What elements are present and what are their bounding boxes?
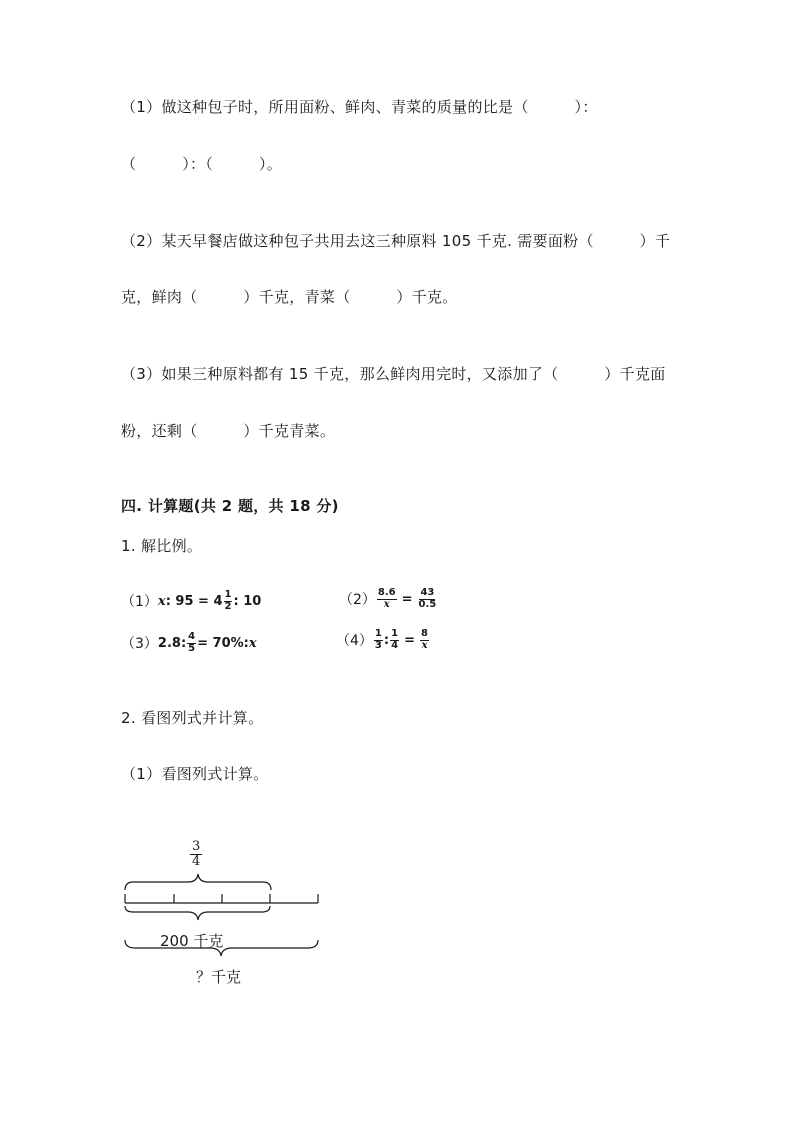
problem-1-title: 1. 解比例。 [121,537,203,555]
question-3-line-2: 粉，还剩（ ）千克青菜。 [121,422,336,440]
equation-3-part-a: 2.8: [157,635,187,651]
problem-2-subtitle: （1）看图列式计算。 [121,765,269,783]
fraction-numerator: 8.6 [377,587,396,598]
equation-2-fraction-right [418,588,438,610]
equation-4-fraction-2 [390,629,399,651]
equation-4-fraction-3 [420,629,429,651]
fraction-denominator: 2 [224,600,232,612]
diagram-fraction [190,840,202,870]
equation-1 [121,590,261,612]
fraction-denominator: 0.5 [418,598,437,610]
question-3-line-1: （3）如果三种原料都有 15 千克，那么鲜肉用完时，又添加了（ ）千克面 [121,365,666,383]
problem-2-title: 2. 看图列式并计算。 [121,709,264,727]
equation-4-equals: = [404,632,415,648]
fraction-denominator: 4 [391,639,399,651]
equation-4-colon: : [383,632,390,648]
equation-1-label: （1） [121,594,158,610]
equation-1-variable: x [157,593,166,609]
fraction-numerator: 1 [391,628,399,639]
fraction-numerator: 1 [224,589,232,600]
equation-2-label: （2） [339,592,376,608]
equation-1-part-b: : 95 = 4 [165,593,223,609]
equation-1-fraction [224,590,233,612]
middle-brace [125,906,270,920]
fraction-numerator: 8 [420,628,428,639]
fraction-numerator: 1 [374,628,382,639]
equation-3 [121,632,257,654]
fraction-numerator: 43 [420,587,435,598]
equation-2-fraction-left [377,588,397,610]
section-heading: 四. 计算题(共 2 题，共 18 分) [121,497,339,515]
equation-3-part-b: = 70%: [197,635,249,651]
fraction-numerator: 4 [188,631,196,642]
equation-3-fraction [187,632,196,654]
equation-2 [339,588,438,610]
question-1-line-2: （ ）：（ ）。 [121,155,283,173]
segment-diagram [118,830,338,1000]
question-2-line-1: （2）某天早餐店做这种包子共用去这三种原料 105 千克. 需要面粉（ ）千 [121,232,671,250]
equation-1-part-c: : 10 [233,593,262,609]
equation-3-label: （3） [121,636,158,652]
fraction-denominator: 3 [374,639,382,651]
top-brace [125,874,271,890]
equation-2-equals: = [401,591,413,607]
fraction-denominator: x [383,598,390,610]
fraction-denominator: 5 [188,642,196,654]
equation-4-label: （4） [336,633,373,649]
equation-4 [336,629,430,651]
diagram-fraction-numerator: 3 [192,839,201,854]
known-quantity-label: 200 千克 [160,932,224,950]
question-1-line-1: （1）做这种包子时，所用面粉、鲜肉、青菜的质量的比是（ ）： [121,98,598,116]
equation-4-fraction-1 [374,629,383,651]
fraction-denominator: x [421,639,428,651]
unknown-quantity-label: ？千克 [196,968,242,986]
question-2-line-2: 克，鲜肉（ ）千克，青菜（ ）千克。 [121,288,458,306]
equation-3-variable: x [248,635,257,651]
diagram-fraction-denominator: 4 [192,854,201,870]
